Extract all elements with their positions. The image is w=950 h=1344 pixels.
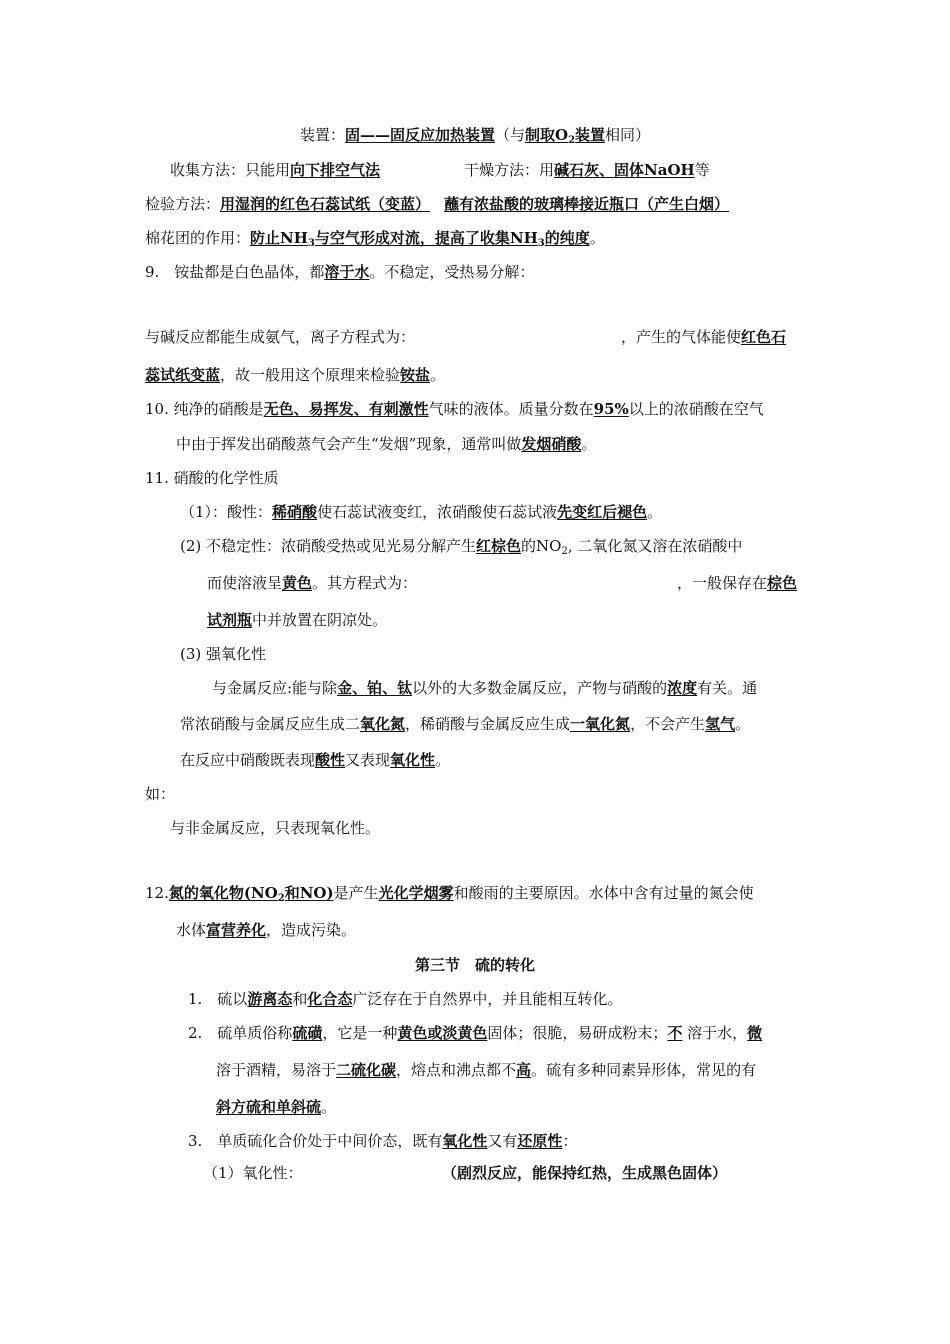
keyword: 红色石 [741,328,787,346]
line-test [145,194,729,214]
text: 。 [321,1098,337,1116]
line-yellow [207,573,417,593]
text: 的NO [521,537,562,555]
keyword [169,884,334,902]
keyword: 游离态 [247,990,293,1008]
text: 。其方程式为： [312,574,418,592]
section-heading [0,955,950,975]
line-s1 [188,989,622,1009]
line-collect [170,160,380,180]
text: 等 [694,161,710,179]
line-12b [176,920,356,940]
text: 使石蕊试液变红，浓硝酸使石蕊试液 [317,503,558,521]
text: 收集方法：只能用 [170,161,291,179]
text: 与空气形成对流，提高了收集NH [314,229,538,247]
keyword: 碱石灰、固体NaOH [554,161,695,179]
line-9 [145,262,534,282]
text: 3. 单质硫化合价处于中间价态，既有 [188,1132,443,1150]
text: 广泛存在于自然界中，并且能相互转化。 [352,990,623,1008]
keyword: 黄色 [282,574,313,592]
keyword: 蘸有浓盐酸的玻璃棒接近瓶口（产生白烟） [444,195,730,213]
line-oxidizing [180,644,266,664]
text: 和酸雨的主要原因。水体中含有过量的氮会使 [453,884,754,902]
text: 。 [589,229,605,247]
line-s2b [216,1060,756,1080]
text: 水体 [176,921,207,939]
text: 和 [292,990,308,1008]
keyword: 蕊试纸变蓝 [145,366,221,384]
text: ，产生的气体能使 [621,328,742,346]
line-base-a [145,327,415,347]
text: 。 [581,435,597,453]
text: （剧烈反应，能保持红热，生成黑色固体） [442,1164,728,1182]
line-s3a-note [442,1163,727,1183]
text: （1）：酸性： [180,503,273,521]
text: 10. 纯净的硝酸是 [145,400,264,418]
keyword: 95% [593,400,629,418]
line-base-b [621,327,786,347]
keyword: 硫磺 [292,1024,323,1042]
keyword: 酸性 [315,751,346,769]
line-apparatus [0,125,950,151]
text: 装置： [299,126,345,144]
text: （与 [494,126,525,144]
text: ，它是一种 [322,1024,398,1042]
text: 与碱反应都能生成氨气，离子方程式为： [145,328,416,346]
text: 。硫有多种同素异形体，常见的有 [531,1061,757,1079]
line-s3 [188,1131,577,1151]
text: 以外的大多数金属反应，产物与硝酸的 [412,679,668,697]
line-metal [212,678,757,698]
text: 中并放置在阴凉处。 [252,611,388,629]
keyword: 高 [516,1061,532,1079]
keyword: 微 [747,1024,763,1042]
text: 的纯度 [544,229,590,247]
text: ，一般保存在 [677,574,768,592]
line-s2 [188,1023,762,1043]
text: 又表现 [345,751,391,769]
line-eg [145,784,175,804]
subscript: 3 [537,238,545,249]
text: （1）氧化性： [203,1164,303,1182]
keyword: 金、铂、钛 [337,679,413,697]
text: 检验方法： [145,195,221,213]
line-acidity [180,502,662,522]
keyword [250,229,590,247]
text: 。 [430,366,446,384]
line-s2c [216,1097,336,1117]
text: ，熔点和沸点都不 [396,1061,517,1079]
text: (2) 不稳定性：浓硝酸受热或见光易分解产生 [180,537,477,555]
text: , 二氧化氮又溶在浓硝酸中 [567,537,743,555]
keyword: 红棕色 [476,537,522,555]
keyword: 富营养化 [206,921,267,939]
text: ，故一般用这个原理来检验 [220,366,401,384]
line-products [180,714,750,734]
text: ： [562,1132,578,1150]
text: 相同） [605,126,651,144]
text: 溶于水， [682,1024,748,1042]
keyword: 溶于水 [324,263,370,281]
text: 制取O [524,126,569,144]
text: 和NO) [284,884,334,902]
text: (3) 强氧化性 [180,645,267,663]
keyword: 氧化氮 [360,715,406,733]
keyword: 棕色 [767,574,798,592]
line-12 [145,883,754,909]
text: 。 [435,751,451,769]
text: 装置 [575,126,606,144]
line-cotton [145,228,605,254]
subscript: 2 [277,893,285,904]
line-nonmetal [170,818,380,838]
text: ，稀硝酸与金属反应生成 [405,715,571,733]
text: 溶于酒精，易溶于 [216,1061,337,1079]
keyword: 光化学烟雾 [378,884,454,902]
subscript: 2 [561,546,568,557]
text: 1. 硫以 [188,990,248,1008]
keyword: 氧化性 [442,1132,488,1150]
keyword: 二硫化碳 [336,1061,397,1079]
text: 是产生 [333,884,379,902]
text: ，造成污染。 [266,921,357,939]
text: 以上的浓硝酸在空气 [628,400,764,418]
text: 有关。通 [697,679,758,697]
keyword: 铵盐 [400,366,431,384]
subscript: 2 [568,135,576,146]
line-10 [145,399,764,419]
text: 。 [735,715,751,733]
keyword: 试剂瓶 [207,611,253,629]
text: 9. 铵盐都是白色晶体，都 [145,263,325,281]
text: 。 [647,503,663,521]
line-dry [464,160,710,180]
keyword: 氧化性 [390,751,436,769]
text: 在反应中硝酸既表现 [180,751,316,769]
line-10b [176,434,596,454]
keyword: 固——固反应加热装置 [344,126,495,144]
keyword: 向下排空气法 [290,161,381,179]
keyword: 用湿润的红色石蕊试纸（变蓝） [220,195,431,213]
keyword [525,126,605,144]
subscript: 3 [307,238,315,249]
section-title: 第三节 硫的转化 [414,956,535,974]
line-litmus [145,365,445,385]
keyword: 稀硝酸 [272,503,318,521]
text: 而使溶液呈 [207,574,283,592]
text: 又有 [487,1132,518,1150]
text: 如： [145,785,176,803]
text: 2. 硫单质俗称 [188,1024,293,1042]
keyword: 浓度 [667,679,698,697]
text: 固体；很脆，易研成粉末； [487,1024,668,1042]
line-acid-oxid [180,750,450,770]
keyword: 发烟硝酸 [521,435,582,453]
keyword: 斜方硫和单斜硫 [216,1098,322,1116]
text: 干燥方法：用 [464,161,555,179]
line-bottle [207,610,387,630]
line-11 [145,468,279,488]
keyword: 无色、易挥发、有刺激性 [263,400,429,418]
text: 气味的液体。质量分数在 [428,400,594,418]
keyword: 黄色或淡黄色 [397,1024,488,1042]
keyword: 先变红后褪色 [557,503,648,521]
keyword: 一氧化氮 [570,715,631,733]
text: 棉花团的作用： [145,229,251,247]
text: 12. [145,884,169,902]
keyword: 不 [667,1024,683,1042]
text: 11. 硝酸的化学性质 [145,469,279,487]
text: 与非金属反应，只表现氧化性。 [170,819,381,837]
keyword: 氢气 [705,715,736,733]
keyword: 化合态 [307,990,353,1008]
text: ，不会产生 [630,715,706,733]
keyword: 还原性 [517,1132,563,1150]
text: 防止NH [250,229,308,247]
text: 常浓硝酸与金属反应生成二 [180,715,361,733]
text: 与金属反应:能与除 [212,679,338,697]
line-unstable [180,536,742,562]
text: 。不稳定，受热易分解： [369,263,535,281]
text: 氮的氧化物(NO [168,884,278,902]
line-s3a [203,1163,303,1183]
text: 中由于挥发出硝酸蒸气会产生“发烟”现象，通常叫做 [176,435,522,453]
line-storage [677,573,797,593]
